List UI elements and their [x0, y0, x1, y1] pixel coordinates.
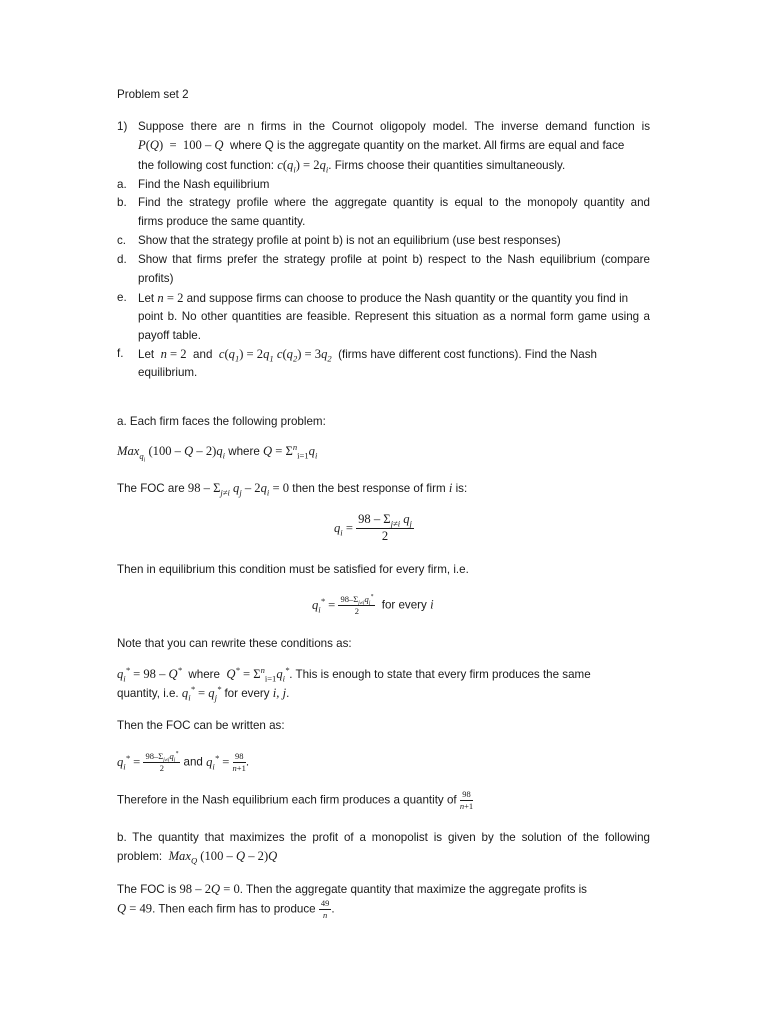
for-every-text: for every: [381, 598, 427, 612]
item-d-text-1: Show that firms prefer the strategy profile at point b) respect to the Nash equilibrium (compare: [138, 253, 650, 266]
item-d-label: d.: [117, 253, 127, 266]
item-f-let: Let: [138, 348, 155, 361]
rewrite-where: where: [188, 668, 220, 681]
then-foc: Then the FOC can be written as:: [117, 719, 285, 732]
cost-functions-f: $c(q_1) = 2q_1$ $c(q_2) = 3q_2$: [218, 347, 332, 364]
and-text: and: [183, 755, 203, 769]
foc2-line: [117, 882, 650, 897]
rewrite-expression: $q_i^* = 98 - Q^*$: [117, 664, 182, 684]
question-line-1: Suppose there are n firms in the Cournot oligopoly model. The inverse demand function is: [138, 120, 650, 133]
therefore-text: Therefore in the Nash equilibrium each firm produces a quantity of: [117, 793, 457, 807]
item-a-text: Find the Nash equilibrium: [138, 178, 270, 191]
equilibrium-condition: $q_i^*$ = $\frac{98-\Sigma_{j\ne i}q_j^*}{2}$ for every i: [312, 594, 434, 616]
question-line-3-text-b: . Firms choose their quantities simultaneously.: [328, 159, 566, 172]
item-b-text-2: firms produce the same quantity.: [138, 215, 306, 228]
demand-function: P(Q) = 100 – Q: [138, 138, 224, 152]
solution-b-para-1: b. The quantity that maximizes the profit of a monopolist is given by the solution of the following: [117, 831, 650, 844]
solution-b-para-2: [117, 849, 277, 864]
rewrite-line: [117, 664, 591, 684]
item-f-label: f.: [117, 347, 124, 360]
foc-rewritten-fraction: $\frac{98-\Sigma_{j\ne i}q_i^*}{2}$: [145, 751, 179, 773]
foc2-text-c: . Then each firm has to produce: [152, 902, 316, 916]
item-e-text-3: payoff table.: [138, 329, 201, 342]
firm-i: i: [448, 481, 453, 495]
nash-quantity-result: $\frac{98}{n+1}$: [459, 789, 474, 811]
foc-expression: $98 - \Sigma_{j\ne i}$ $q_j - 2q_i = 0$: [187, 481, 289, 498]
foc-rewritten: $q_i^*$ = $\frac{98-\Sigma_{j\ne i}q_i^*}{2}$ and $q_i^*$ = $\frac{98}{n+1}$ .: [117, 751, 250, 773]
item-e-text-2: point b. No other quantities are feasible. Represent this situation as a normal form game using a: [138, 310, 650, 323]
item-f-text-1c: (firms have different cost functions). Find the Nash: [338, 348, 597, 361]
item-c-label: c.: [117, 234, 127, 247]
document-title: Problem set 2: [117, 88, 189, 101]
item-e-text-1b: and suppose firms can choose to produce the Nash quantity or the quantity you find in: [186, 292, 629, 305]
monopoly-problem: Max$_Q$ (100 – Q – 2)Q: [168, 849, 278, 866]
maximization-problem: [117, 441, 318, 464]
q-equals-49: Q = 49: [117, 901, 153, 916]
item-e-label: e.: [117, 291, 127, 304]
best-response-fraction: $\frac{98 - \Sigma_{j\ne i} q_j}{2}$: [358, 512, 412, 543]
question-line-3: [138, 158, 565, 173]
cost-function: $c(q_i) = 2q_i$: [277, 158, 329, 175]
foc-text-a: The FOC are: [117, 482, 185, 495]
item-f-and: and: [193, 348, 213, 361]
max-expression: Max$_{q_i}$ (100 – Q – $2)q_i$: [117, 444, 225, 464]
question-line-2: [138, 138, 624, 153]
problem-text: problem:: [117, 850, 163, 863]
item-c-text: Show that the strategy profile at point b) is not an equilibrium (use best responses): [138, 234, 561, 247]
for-every-2: for every: [224, 687, 270, 700]
item-d-text-2: profits): [138, 272, 174, 285]
item-e-text-1: [138, 291, 628, 306]
symmetry-expression: $q_i^* = q_j^*$: [181, 683, 222, 703]
note-text: Note that you can rewrite these conditions as:: [117, 637, 352, 650]
foc-line: [117, 481, 467, 496]
n-equals-2: n = 2: [157, 291, 184, 305]
item-e-let: Let: [138, 292, 155, 305]
i-j: i, j: [272, 686, 287, 700]
aggregate-star: $Q^* = \Sigma^n_{i=1}q_i^*$: [226, 664, 290, 684]
foc2-line-2: Q = 49. Then each firm has to produce $\frac{49}{n}$ .: [117, 898, 335, 920]
item-f-text-2: equilibrium.: [138, 366, 198, 379]
where-text: where: [228, 445, 260, 458]
symmetry-line: quantity, i.e. $q_i^* = q_j^*$ for every i, j.: [117, 683, 290, 703]
question-line-3-text-a: the following cost function:: [138, 159, 274, 172]
aggregate-definition: $Q = \Sigma^n_{i=1}q_i$: [263, 441, 318, 461]
question-number: 1): [117, 120, 128, 133]
therefore-line: [117, 789, 473, 811]
best-response-equation: $q_i$ = $\frac{98 - \Sigma_{j\ne i} q_j}{2}$: [334, 512, 412, 543]
item-f-text-1: [138, 347, 597, 362]
foc2-text-a: The FOC is: [117, 883, 177, 896]
solution-a-intro: a. Each firm faces the following problem:: [117, 415, 326, 428]
foc2-text-b: . Then the aggregate quantity that maximize the aggregate profits is: [239, 883, 587, 896]
equilibrium-fraction: $\frac{98-\Sigma_{j\ne i}q_j^*}{2}$: [340, 594, 374, 616]
item-a-label: a.: [117, 178, 127, 191]
per-firm-quantity: $\frac{49}{n}$: [320, 898, 330, 920]
item-b-label: b.: [117, 196, 127, 209]
foc-text-b: then the best response of firm: [292, 482, 446, 495]
nash-quantity-fraction: $\frac{98}{n+1}$: [232, 751, 246, 773]
then-equilibrium: Then in equilibrium this condition must be satisfied for every firm, i.e.: [117, 563, 469, 576]
rewrite-tail: . This is enough to state that every firm produces the same: [289, 668, 591, 681]
foc2-expression: 98 – 2Q = 0: [179, 882, 240, 896]
item-b-text-1: Find the strategy profile where the aggregate quantity is equal to the monopoly quantity and: [138, 196, 650, 209]
foc-text-c: is:: [455, 482, 468, 495]
n-equals-2-f: n = 2: [160, 347, 187, 361]
question-line-2-text: where Q is the aggregate quantity on the market. All firms are equal and face: [229, 139, 625, 152]
quantity-ie: quantity, i.e.: [117, 687, 179, 700]
